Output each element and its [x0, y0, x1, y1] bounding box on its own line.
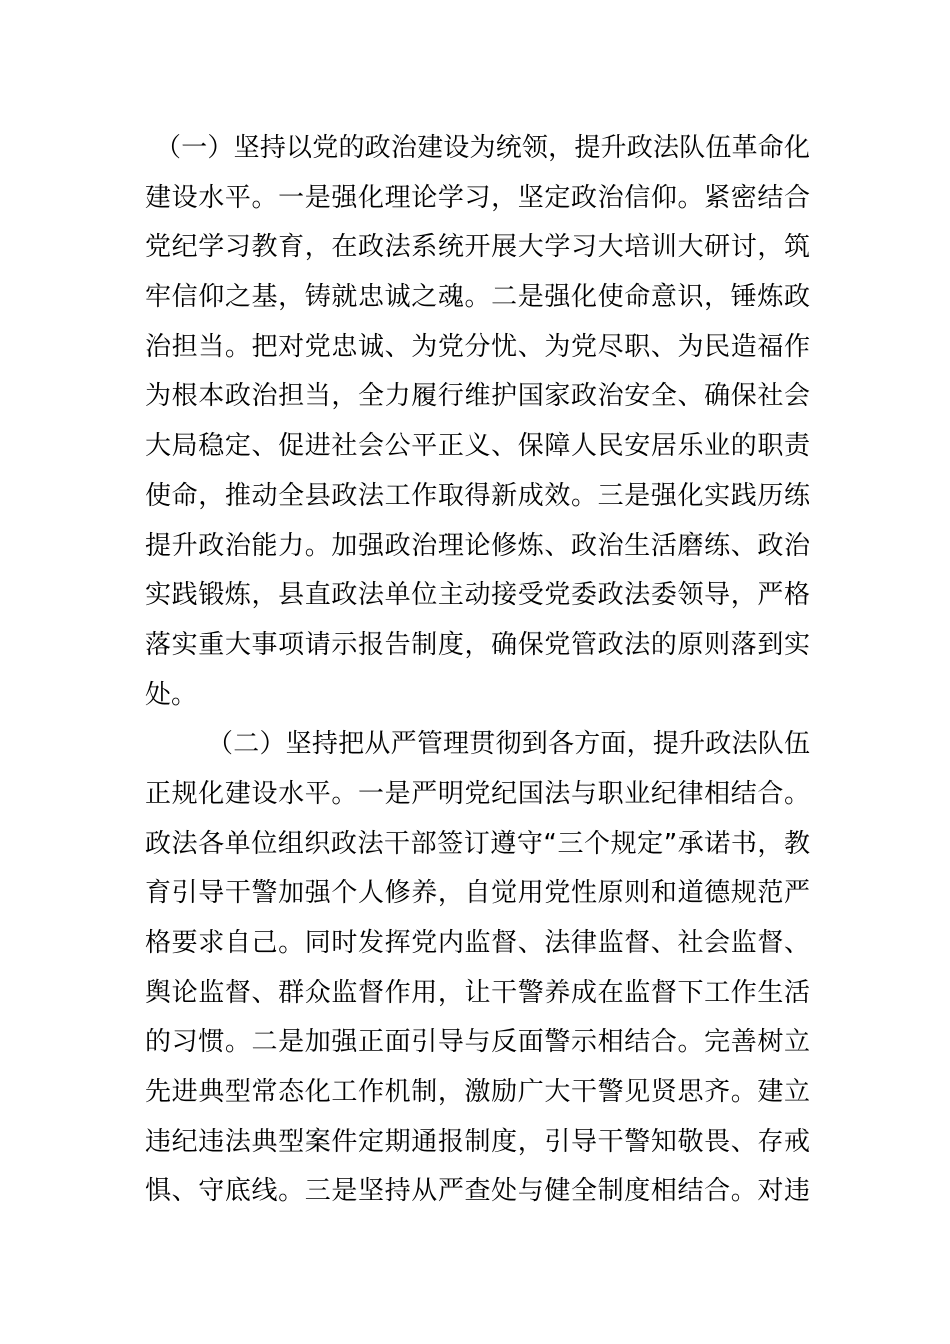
text-line: 育引导干警加强个人修养，自觉用党性原则和道德规范严	[145, 878, 810, 909]
text-line: 违纪违法典型案件定期通报制度，引导干警知敬畏、存戒	[145, 1126, 810, 1157]
text-line: 政法各单位组织政法干部签订遵守“三个规定”承诺书，教	[145, 828, 810, 859]
text-line: 使命，推动全县政法工作取得新成效。三是强化实践历练	[145, 480, 810, 511]
text-line: 惧、守底线。三是坚持从严查处与健全制度相结合。对违	[145, 1176, 810, 1207]
text-line: 实践锻炼，县直政法单位主动接受党委政法委领导，严格	[145, 580, 810, 611]
text-line: 格要求自己。同时发挥党内监督、法律监督、社会监督、	[145, 928, 810, 958]
text-line: 处。	[145, 679, 198, 710]
text-line: 大局稳定、促进社会公平正义、保障人民安居乐业的职责	[145, 431, 810, 462]
text-line: 建设水平。一是强化理论学习，坚定政治信仰。紧密结合	[145, 182, 810, 213]
text-line: 提升政治能力。加强政治理论修炼、政治生活磨练、政治	[145, 530, 810, 561]
text-line: 牢信仰之基，铸就忠诚之魂。二是强化使命意识，锤炼政	[145, 282, 810, 313]
text-line: 的习惯。二是加强正面引导与反面警示相结合。完善树立	[145, 1027, 810, 1058]
text-line: 落实重大事项请示报告制度，确保党管政法的原则落到实	[145, 629, 810, 660]
text-line: 为根本政治担当，全力履行维护国家政治安全、确保社会	[145, 381, 810, 412]
text-line: （二）坚持把从严管理贯彻到各方面，提升政法队伍	[207, 729, 810, 760]
text-line: 党纪学习教育，在政法系统开展大学习大培训大研讨，筑	[145, 232, 810, 263]
body-text	[145, 124, 810, 1217]
text-line: 正规化建设水平。一是严明党纪国法与职业纪律相结合。	[145, 778, 810, 809]
text-line: （一）坚持以党的政治建设为统领，提升政法队伍革命化	[155, 133, 810, 163]
text-line: 先进典型常态化工作机制，激励广大干警见贤思齐。建立	[145, 1077, 810, 1108]
text-line: 治担当。把对党忠诚、为党分忧、为党尽职、为民造福作	[145, 331, 810, 362]
text-line: 舆论监督、群众监督作用，让干警养成在监督下工作生活	[145, 977, 810, 1008]
